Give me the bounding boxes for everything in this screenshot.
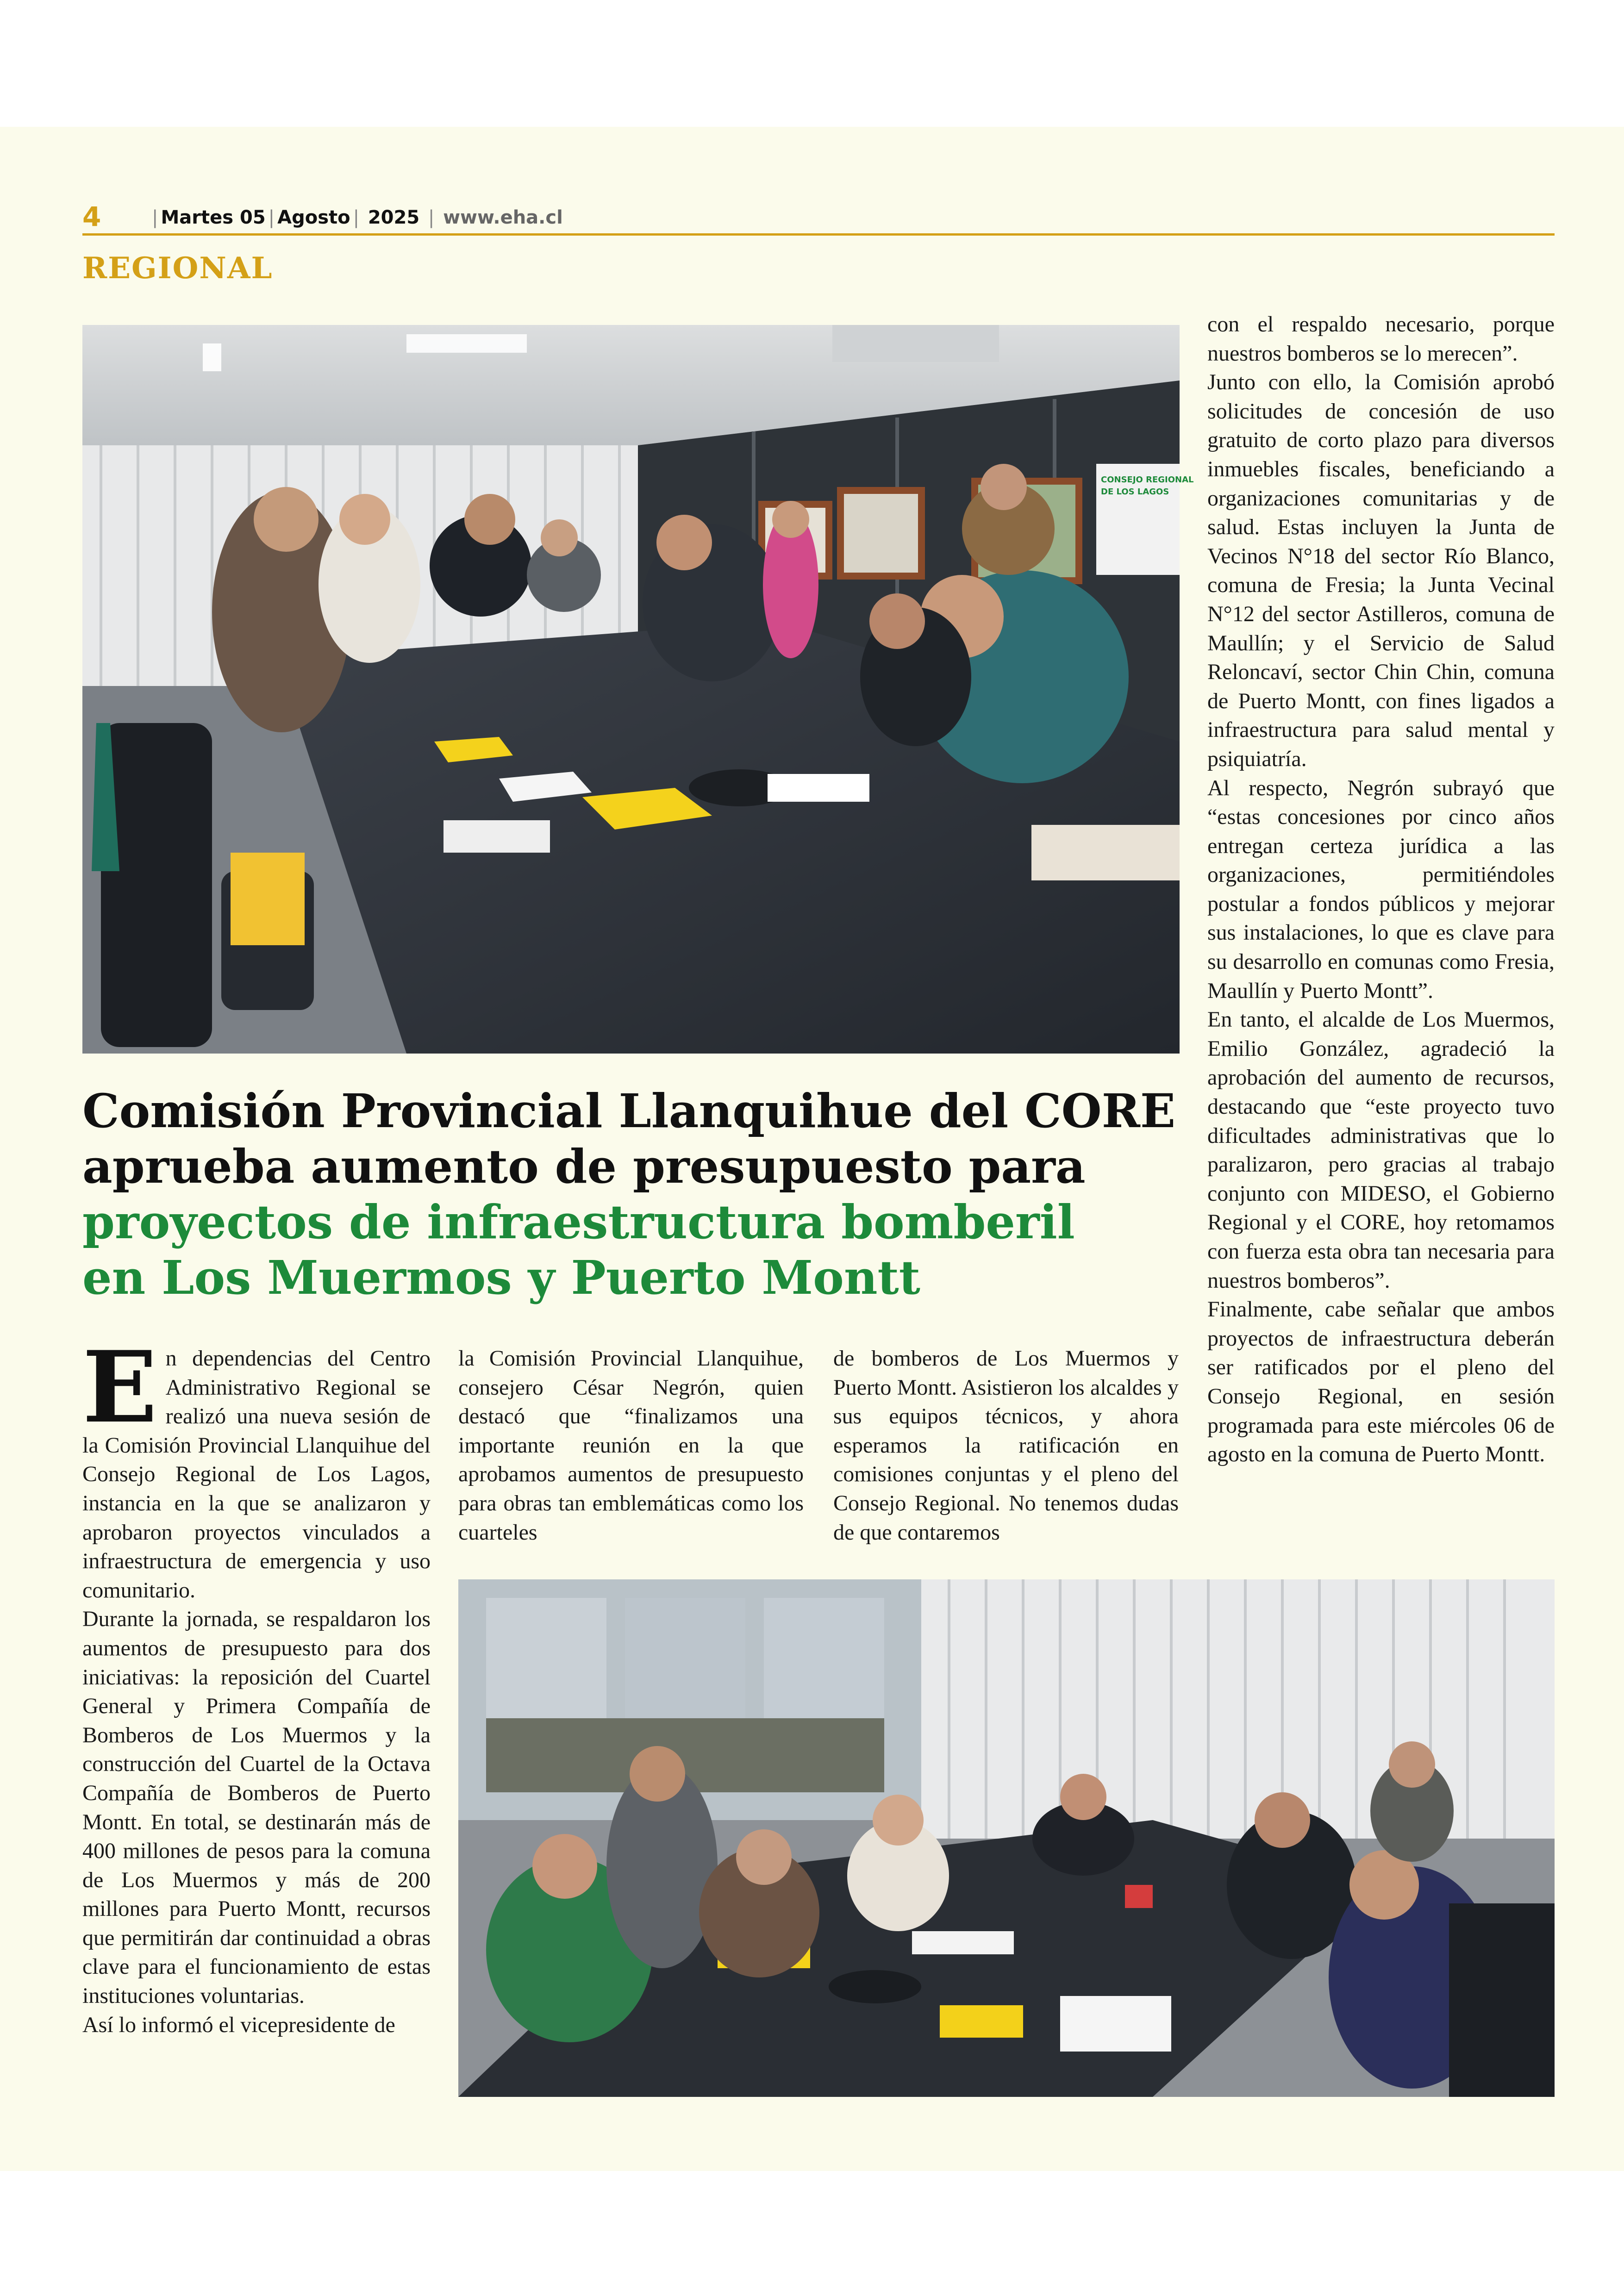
headline-line-4: en Los Muermos y Puerto Montt bbox=[82, 1250, 920, 1305]
issue-year: 2025 bbox=[368, 207, 420, 228]
article-column-1 bbox=[82, 1329, 431, 2039]
headline-line-2: aprueba aumento de presupuesto para bbox=[82, 1139, 1086, 1194]
paragraph-3-start: Así lo informó el vicepresidente de bbox=[82, 2012, 395, 2037]
article-headline bbox=[82, 1083, 1184, 1305]
issue-date: | Martes 05 | Agosto | 2025 | www.eha.cl bbox=[152, 207, 563, 228]
meeting-photo-bottom bbox=[458, 1579, 1555, 2097]
paragraph-5: Al respecto, Negrón subrayó que “estas concesiones por cinco años entregan certeza jurídica a las organizaciones, permitiéndoles postular a fondos públicos y mejorar sus instalaciones, lo que es clave para su desarrollo en comunas como Fresia, Maullín y Puerto Montt”. bbox=[1207, 775, 1555, 1003]
meeting-photo-top-illustration bbox=[82, 325, 1194, 1054]
meeting-photo-bottom-illustration bbox=[458, 1579, 1555, 2097]
headline-line-3: proyectos de infraestructura bomberil bbox=[82, 1195, 1075, 1249]
page-number: 4 bbox=[82, 201, 101, 232]
article-column-3 bbox=[833, 1344, 1179, 1547]
paragraph-7: Finalmente, cabe señalar que ambos proyectos de infraestructura deberán ser ratificados por el pleno del Consejo Regional, en sesión programada para este miércoles 06 de agosto en la comuna de Puerto Montt. bbox=[1207, 1297, 1555, 1467]
paragraph-3-end: con el respaldo necesario, porque nuestros bomberos se lo merecen”. bbox=[1207, 312, 1555, 366]
paragraph-3-continued-2: de bomberos de Los Muermos y Puerto Montt. Asistieron los alcaldes y sus equipos técnicos, y ahora esperamos la ratificación en comisiones conjuntas y el pleno del Consejo Regional. No tenemos dudas de que contaremos bbox=[833, 1346, 1179, 1545]
wall-sign-line1: CONSEJO REGIONAL bbox=[1101, 475, 1194, 485]
paragraph-2: Durante la jornada, se respaldaron los aumentos de presupuesto para dos iniciativas: la reposición del Cuartel General y Primera Compañía de Bomberos de Los Muermos y la construcción del Cuartel de la Octava Compañía de Bomberos de Puerto Montt. En total, se destinarán más de 400 millones de pesos para la comuna de Los Muermos y más de 200 millones para Puerto Montt, recursos que permitirán dar continuidad a obras clave para el funcionamiento de estas instituciones voluntarias. bbox=[82, 1607, 431, 2008]
issue-day: Martes 05 bbox=[161, 207, 266, 228]
paragraph-1-text: n dependencias del Centro Administrativo Regional se realizó una nueva sesión de la Comisión Provincial Llanquihue del Consejo Regional de Los Lagos, instancia en la que se analizaron y aprobaron proyectos vinculados a infraestructura de emergencia y uso comunitario. bbox=[82, 1346, 431, 1603]
header-rule bbox=[82, 233, 1555, 236]
paragraph-4: Junto con ello, la Comisión aprobó solicitudes de concesión de uso gratuito de corto plazo para diversos inmuebles fiscales, beneficiando a organizaciones comunitarias y de salud. Estas incluyen la Junta de Vecinos N°18 del sector Río Blanco, comuna de Fresia; la Junta Vecinal N°12 del sector Astilleros, comuna de Maullín; y el Servicio de Salud Reloncaví, sector Chin Chin, comuna de Puerto Montt, con fines ligados a infraestructura para salud mental y psiquiatría. bbox=[1207, 370, 1555, 771]
article-column-4 bbox=[1207, 310, 1555, 1469]
drop-cap: E bbox=[82, 1329, 157, 1445]
wall-sign-line2: DE LOS LAGOS bbox=[1101, 487, 1169, 497]
headline-line-1: Comisión Provincial Llanquihue del CORE bbox=[82, 1084, 1176, 1138]
section-label: REGIONAL bbox=[82, 251, 273, 286]
paragraph-1 bbox=[82, 1329, 431, 1605]
paragraph-6: En tanto, el alcalde de Los Muermos, Emilio González, agradeció la aprobación del aumento de recursos, destacando que “este proyecto tuvo dificultades administrativas que lo paralizaron, pero gracias al trabajo conjunto con MIDESO, el Gobierno Regional y el CORE, hoy retomamos con fuerza esta obra tan necesaria para nuestros bomberos”. bbox=[1207, 1007, 1555, 1293]
meeting-photo-top bbox=[82, 325, 1194, 1054]
article-column-2 bbox=[458, 1344, 804, 1547]
paragraph-3-continued: la Comisión Provincial Llanquihue, consejero César Negrón, quien destacó que “finalizamos una importante reunión en la que aprobamos aumentos de presupuesto para obras tan emblemáticas como los cuarteles bbox=[458, 1346, 804, 1545]
website-link[interactable]: www.eha.cl bbox=[443, 207, 563, 228]
issue-month: Agosto bbox=[277, 207, 350, 228]
